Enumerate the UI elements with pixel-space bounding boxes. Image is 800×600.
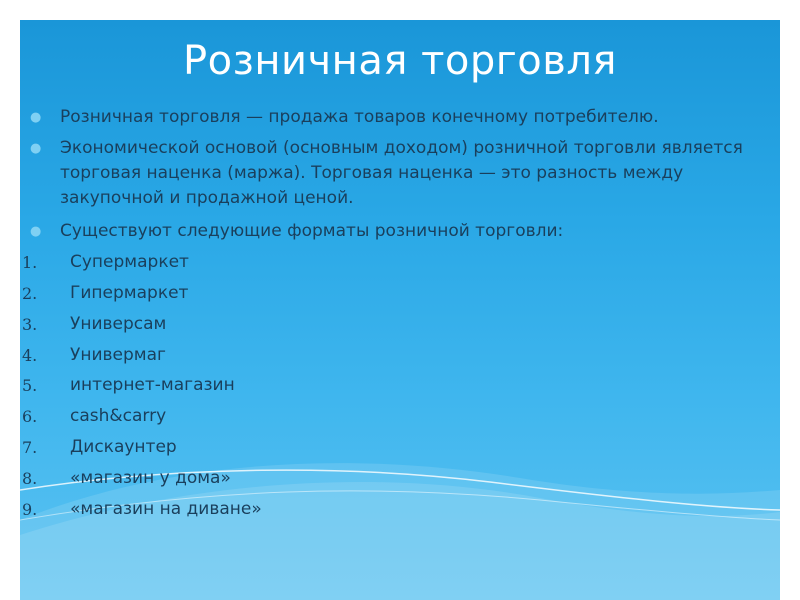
list-number: 8.	[22, 469, 38, 488]
list-text: Дискаунтер	[70, 437, 177, 457]
list-number: 9.	[22, 500, 38, 519]
bullet-text: Существуют следующие форматы розничной торговли:	[60, 221, 564, 241]
bullet-text: Экономической основой (основным доходом) розничной торговли является торговая наценка (маржа). Торговая наценка — это разность между закупочной и продажной ценой.	[60, 138, 743, 208]
bullet-dot-icon: ●	[30, 224, 42, 239]
list-number: 2.	[22, 284, 38, 303]
list-number: 1.	[22, 253, 38, 272]
bullet-dot-icon: ●	[30, 141, 42, 156]
list-text: Универмаг	[70, 345, 166, 365]
bullet-dot-icon: ●	[30, 110, 42, 125]
list-text: Универсам	[70, 314, 167, 334]
list-number: 6.	[22, 407, 38, 426]
list-text: Супермаркет	[70, 252, 189, 272]
list-text: «магазин у дома»	[70, 468, 231, 488]
list-number: 7.	[22, 438, 38, 457]
slide-title: Розничная торговля	[183, 38, 617, 84]
list-number: 4.	[22, 346, 38, 365]
list-text: cash&carry	[70, 406, 167, 426]
list-text: «магазин на диване»	[70, 499, 262, 519]
list-text: Гипермаркет	[70, 283, 189, 303]
list-number: 3.	[22, 315, 38, 334]
list-number: 5.	[22, 376, 38, 395]
list-text: интернет-магазин	[70, 375, 235, 395]
bullet-text: Розничная торговля — продажа товаров конечному потребителю.	[60, 107, 659, 127]
slide	[20, 20, 780, 600]
